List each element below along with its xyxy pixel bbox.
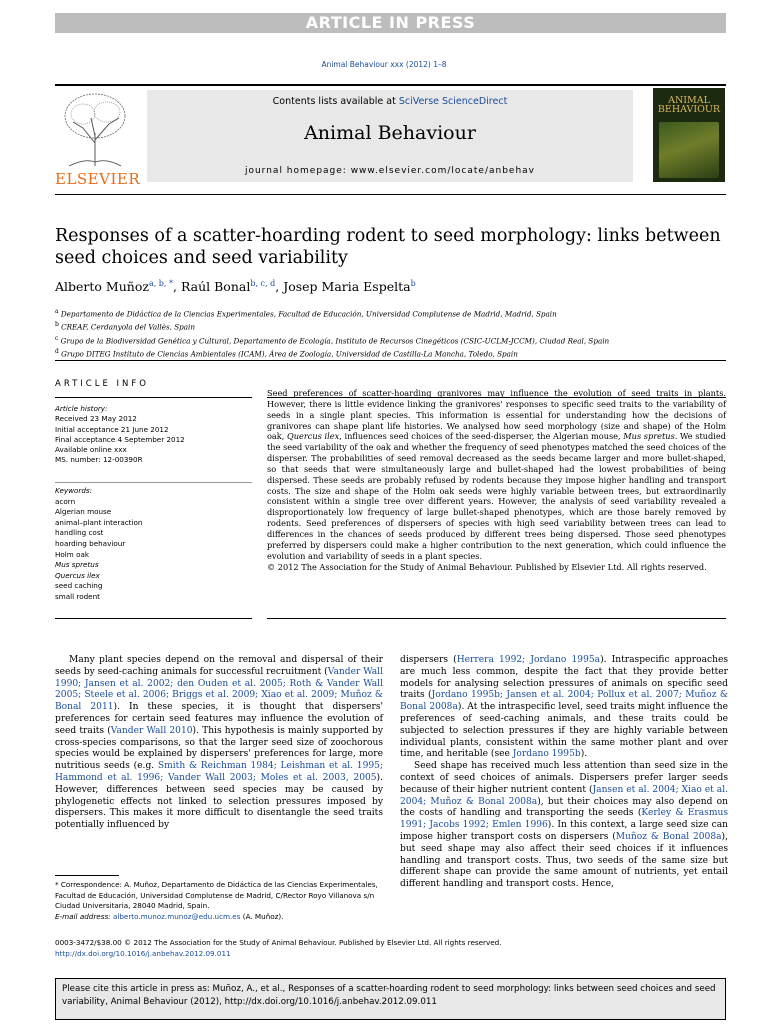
keywords	[55, 486, 255, 603]
header-rule	[55, 194, 726, 195]
article-history	[55, 404, 255, 466]
author-affil-sup[interactable]: a, b, *	[148, 279, 173, 288]
issn-line: 0003-3472/$38.00 © 2012 The Association for the Study of Animal Behaviour. Published by Elsevier Ltd. All rights reserved.	[55, 938, 502, 947]
journal-homepage[interactable]: journal homepage: www.elsevier.com/locate/anbehav	[244, 166, 536, 176]
body-paragraph: Many plant species depend on the removal and dispersal of their seeds by seed-caching animals for successful recruitment (Vander Wall 1990; Jansen et al. 2002; den Ouden et al. 2005; Roth & Vander Wall 2005; Steele et al. 2006; Briggs et al. 2009; Xiao et al. 2009; Muñoz & Bonal 2011). In these species, it is thought that dispersers' preferences for certain seed features may influence the evolution of seed traits (Vander Wall 2010). This hypothesis is mainly supported by cross-species comparisons, so that the larger seed size of zoochorous species would be explained by dispersers' preferences for large, more nutritious seeds (e.g. Smith & Reichman 1984; Leishman et al. 1995; Hammond et al. 1996; Vander Wall 2003; Moles et al. 2003, 2005). However, differences between seed species may be caused by phylogenetic effects not linked to selection pressures imposed by dispersers. This makes it more difficult to disentangle the seed traits potentially influenced by	[55, 655, 384, 831]
article-info-rule	[55, 397, 252, 398]
doi-link[interactable]: http://dx.doi.org/10.1016/j.anbehav.2012.09.011	[55, 948, 231, 958]
history-item: Final acceptance 4 September 2012	[55, 434, 185, 444]
section-divider	[55, 360, 726, 361]
affiliation: $^d$ Grupo DITEG Instituto de Ciencias Ambientales (ICAM), Área de Zoología, Universidad de Castilla-La Mancha, Toledo, Spain	[55, 348, 518, 359]
keyword: acorn	[55, 496, 76, 506]
abstract-bottom-rule	[267, 618, 726, 619]
keyword: hoarding behaviour	[55, 538, 126, 548]
elsevier-wordmark: ELSEVIER	[55, 170, 141, 188]
sciverse-link[interactable]: SciVerse ScienceDirect	[398, 96, 508, 107]
history-item: Initial acceptance 21 June 2012	[55, 424, 169, 434]
citation-link[interactable]: Vander Wall 2010	[110, 725, 193, 736]
abstract	[267, 388, 726, 572]
journal-title: Animal Behaviour	[304, 122, 476, 144]
citation-link[interactable]: Kerley & Erasmus 1991; Jacobs 1992; Emlen 1996	[400, 808, 728, 831]
citation-link[interactable]: Jordano 1995b; Jansen et al. 2004; Pollux et al. 2007; Muñoz & Bonal 2008a	[400, 690, 729, 713]
keyword: handling cost	[55, 528, 104, 538]
correspondence-text: * Correspondence: A. Muñoz, Departamento de Didáctica de las Ciencias Experimentales, Facultad de Educación, Universidad Complutense de Madrid, C/Rector Royo Villanova s/n Ciudad Universitaria, 28040 Madrid, Spain.	[55, 880, 378, 911]
history-label: Article history:	[55, 404, 108, 413]
history-item: Received 23 May 2012	[55, 414, 137, 424]
author-affil-sup[interactable]: b	[410, 279, 416, 288]
contents-line: Contents lists available at SciVerse ScienceDirect	[272, 96, 508, 107]
article-info-bottom-rule	[55, 618, 252, 619]
citation-link[interactable]: Vander Wall 1990; Jansen et al. 2002; den Ouden et al. 2005; Roth & Vander Wall 2005; Steele et al. 2006; Briggs et al. 2009; Xiao et al. 2009; Muñoz & Bonal 2011	[55, 666, 383, 713]
journal-citation-link[interactable]: Animal Behaviour xxx (2012) 1–8	[321, 60, 447, 69]
citation-link[interactable]: Jordano 1995b	[512, 749, 581, 760]
footnote-rule	[55, 875, 119, 876]
author-affil-sup[interactable]: b, c, d	[250, 279, 276, 288]
citation-box-text: Please cite this article in press as: Muñoz, A., et al., Responses of a scatter-hoarding rodent to seed morphology: links between seed choices and seed variability, Animal Behaviour (2012), http://dx.doi.org/10.1016/j.anbehav.2012.09.011	[62, 984, 716, 1007]
keyword: Holm oak	[55, 549, 90, 559]
cover-photo	[659, 122, 719, 178]
keyword: small rodent	[55, 591, 100, 601]
journal-cover-image	[653, 88, 725, 182]
affiliation: $^c$ Grupo de la Biodiversidad Genética y Cultural, Departamento de Ecología, Instituto de Recursos Cinegéticos (CSIC-UCLM-JCCM), Ciudad Real, Spain	[55, 334, 610, 346]
keyword: Algerian mouse	[55, 507, 112, 517]
history-item: Available online xxx	[55, 445, 127, 455]
article-in-press-banner: ARTICLE IN PRESS	[55, 13, 726, 33]
affiliations	[55, 306, 735, 360]
citation-link[interactable]: Smith & Reichman 1984; Leishman et al. 1995; Hammond et al. 1996; Vander Wall 2003; Moles et al. 2003, 2005	[55, 761, 384, 783]
article-info-heading: ARTICLE INFO	[55, 379, 149, 389]
elsevier-tree-logo	[55, 88, 141, 188]
author-list: Alberto Muñoz$^{a, b, *}$, Raúl Bonal$^{b, c, d}$, Josep Maria Espelta$^b$	[55, 279, 416, 295]
affiliation: $^b$ CREAF, Cerdanyola del Vallès, Spain	[55, 321, 195, 332]
keyword: Quercus ilex	[55, 570, 100, 580]
body-column-right	[400, 655, 728, 891]
author-name[interactable]: Raúl Bonal	[180, 279, 251, 295]
body-paragraph: dispersers (Herrera 1992; Jordano 1995a). Intraspecific approaches are much less common, despite the fact that they provide better models for analysing selection pressures of animals on specific seed traits (Jordano 1995b; Jansen et al. 2004; Pollux et al. 2007; Muñoz & Bonal 2008a). At the intraspecific level, seed traits might influence the preferences of seed-caching animals, and these traits could be subjected to selection pressures if they are highly variable between individual plants, consistent within the same mother plant and over time, and heritable (see Jordano 1995b).	[400, 655, 729, 760]
history-item: MS. number: 12-00390R	[55, 455, 143, 465]
cover-title: ANIMAL BEHAVIOUR	[657, 95, 721, 115]
email-line: E-mail address: alberto.munoz.munoz@edu.ucm.es (A. Muñoz).	[55, 911, 284, 921]
journal-header	[55, 84, 726, 186]
citation-link[interactable]: Muñoz & Bonal 2008a	[615, 831, 722, 842]
keywords-label: Keywords:	[55, 486, 93, 495]
author-name[interactable]: Josep Maria Espelta	[283, 279, 411, 295]
author-name[interactable]: Alberto Muñoz	[55, 279, 149, 295]
keyword: animal–plant interaction	[55, 517, 143, 527]
correspondence-footnote	[55, 880, 385, 922]
journal-info-box	[147, 90, 633, 182]
affiliation: $^a$ Departamento de Didáctica de la Ciencias Experimentales, Facultad de Educación, Universidad Complutense de Madrid, Madrid, Spain	[55, 308, 557, 319]
abstract-copyright: © 2012 The Association for the Study of Animal Behaviour. Published by Elsevier Ltd. All rights reserved.	[267, 561, 707, 572]
article-title: Responses of a scatter-hoarding rodent to seed morphology: links between seed choices and seed variability	[55, 226, 721, 268]
keyword: Mus spretus	[55, 560, 99, 570]
citation-link[interactable]: Herrera 1992; Jordano 1995a	[456, 655, 601, 665]
email-link[interactable]: alberto.munoz.munoz@edu.ucm.es	[112, 911, 241, 921]
citation-link[interactable]: Jansen et al. 2004; Xiao et al. 2004; Muñoz & Bonal 2008a	[400, 784, 728, 807]
body-paragraph: Seed shape has received much less attention than seed size in the context of seed choices of animals. Dispersers prefer larger seeds because of their higher nutrient content (Jansen et al. 2004; Xiao et al. 2004; Muñoz & Bonal 2008a), but their choices may also depend on the costs of handling and transporting the seeds (Kerley & Erasmus 1991; Jacobs 1992; Emlen 1996). In this context, a large seed size can impose higher transport costs on dispersers (Muñoz & Bonal 2008a), but seed shape may also affect their seed choices if it influences handling and transport costs. Thus, two seeds of the same size but different shape can provide the same amount of nutrients, yet entail different handling and transport costs. Hence,	[400, 761, 728, 890]
citation-box	[55, 978, 726, 1020]
keyword: seed caching	[55, 581, 103, 591]
body-column-left	[55, 655, 383, 832]
keywords-rule	[55, 482, 252, 483]
bottom-meta	[55, 938, 726, 959]
abstract-text: Seed preferences of scatter-hoarding granivores may influence the evolution of seed traits in plants. However, there is little evidence linking the granivores' responses to specific seed traits to the variability of seeds in a single plant species. This information is essential for understanding how the decisions of granivores can shape plant life histories. We analysed how seed morphology (size and shape) of the Holm oak, Quercus ilex, influences seed choices of the seed-disperser, the Algerian mouse, Mus spretus. We studied the seed variability of the oak and whether the frequency of seed phenotypes matched the seed choices of the disperser. The probabilities of seed removal decreased as the seeds became larger and more bullet-shaped, so that seeds that were simultaneously large and bullet-shaped had the lowest probabilities of being dispersed. These seeds are probably refused by rodents because they impose higher handling and transport costs. The size and shape of the Holm oak seeds were highly variable between trees, but extraordinarily consistent within a single tree over different years. However, the analysis of seed variability revealed a disproportionately low frequency of large bullet-shaped phenotypes, which are those barely removed by rodents. Seed preferences of dispersers of species with high seed variability between trees can lead to differences in the chances of seeds produced by different trees being dispersed. Those seed phenotypes preferred by dispersers could make a higher contribution to the next generation, which could influence the evolution and variability of seeds in a plant species.	[267, 388, 726, 561]
